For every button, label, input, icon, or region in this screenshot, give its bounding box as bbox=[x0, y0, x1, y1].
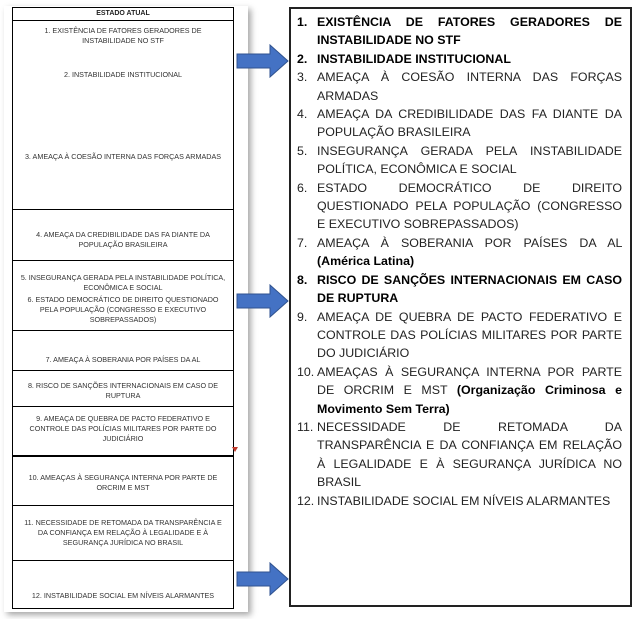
list-item-text: INSEGURANÇA GERADA PELA INSTABILIDADE POLÍTICA, ECONÔMICA E SOCIAL bbox=[317, 143, 622, 177]
list-item bbox=[297, 234, 622, 271]
list-item-text: INSTABILIDADE INSTITUCIONAL bbox=[317, 51, 511, 66]
row-divider bbox=[13, 370, 233, 371]
analysis-list-panel bbox=[289, 7, 632, 607]
table-row-9: 9. AMEAÇA DE QUEBRA DE PACTO FEDERATIVO E CONTROLE DAS POLÍCIAS MILITARES POR PARTE DO JUDICIÁRIO bbox=[29, 414, 217, 443]
table-row-1: 1. EXISTÊNCIA DE FATORES GERADORES DE INSTABILIDADE NO STF bbox=[44, 26, 202, 45]
row-divider bbox=[13, 455, 233, 457]
list-item bbox=[297, 492, 622, 510]
list-item-text: AMEAÇA À SOBERANIA POR PAÍSES DA AL bbox=[317, 235, 622, 250]
list-item-note: (América Latina) bbox=[317, 254, 415, 269]
list-item bbox=[297, 271, 622, 308]
list-item-text: INSTABILIDADE SOCIAL EM NÍVEIS ALARMANTES bbox=[317, 493, 611, 508]
list-item-number: 5. bbox=[297, 143, 308, 158]
list-item-text: ESTADO DEMOCRÁTICO DE DIREITO QUESTIONADO PELA POPULAÇÃO (CONGRESSO E EXECUTIVO SOBREPASSADOS) bbox=[317, 180, 622, 232]
list-item bbox=[297, 105, 622, 142]
row-divider bbox=[13, 260, 233, 261]
row-divider bbox=[13, 505, 233, 506]
table-row-12: 12. INSTABILIDADE SOCIAL EM NÍVEIS ALARMANTES bbox=[31, 591, 215, 600]
current-state-table bbox=[12, 7, 234, 609]
table-row-2: 2. INSTABILIDADE INSTITUCIONAL bbox=[63, 70, 183, 79]
cell-marker-icon bbox=[232, 447, 238, 452]
list-item-number: 2. bbox=[297, 51, 308, 66]
list-item bbox=[297, 308, 622, 363]
arrow-right-icon bbox=[236, 284, 290, 318]
list-item-number: 3. bbox=[297, 70, 308, 85]
list-item-text: RISCO DE SANÇÕES INTERNACIONAIS EM CASO DE RUPTURA bbox=[317, 272, 622, 306]
table-row-10: 10. AMEAÇAS À SEGURANÇA INTERNA POR PARTE DE ORCRIM E MST bbox=[28, 473, 218, 492]
table-row-8: 8. RISCO DE SANÇÕES INTERNACIONAIS EM CASO DE RUPTURA bbox=[27, 381, 219, 400]
arrow-right-icon bbox=[236, 562, 290, 596]
list-item bbox=[297, 50, 622, 68]
list-item-text: EXISTÊNCIA DE FATORES GERADORES DE INSTABILIDADE NO STF bbox=[317, 15, 622, 48]
table-row-3: 3. AMEAÇA À COESÃO INTERNA DAS FORÇAS ARMADAS bbox=[24, 152, 222, 161]
list-item-number: 4. bbox=[297, 107, 308, 122]
list-item-note: (Organização Criminosa e Movimento Sem Terra) bbox=[317, 383, 622, 416]
arrow-right-icon bbox=[236, 44, 290, 78]
list-item-number: 12. bbox=[297, 493, 315, 508]
table-row-4: 4. AMEAÇA DA CREDIBILIDADE DAS FA DIANTE DA POPULAÇÃO BRASILEIRA bbox=[36, 230, 210, 249]
row-divider bbox=[13, 209, 233, 210]
list-item bbox=[297, 363, 622, 418]
list-item bbox=[297, 418, 622, 492]
analysis-list bbox=[297, 13, 622, 510]
row-divider bbox=[13, 406, 233, 407]
list-item-number: 10. bbox=[297, 364, 315, 379]
list-item-text: AMEAÇAS À SEGURANÇA INTERNA POR PARTE DE ORCRIM E MST bbox=[317, 364, 622, 398]
list-item-text: AMEAÇA À COESÃO INTERNA DAS FORÇAS ARMADAS bbox=[317, 70, 622, 103]
table-row-6: 6. ESTADO DEMOCRÁTICO DE DIREITO QUESTIONADO PELA POPULAÇÃO (CONGRESSO E EXECUTIVO SOBREPASSADOS) bbox=[27, 295, 219, 324]
list-item-number: 1. bbox=[297, 15, 308, 29]
list-item-number: 9. bbox=[297, 309, 308, 324]
list-item-text: AMEAÇA DA CREDIBILIDADE DAS FA DIANTE DA POPULAÇÃO BRASILEIRA bbox=[317, 107, 622, 140]
table-row-5: 5. INSEGURANÇA GERADA PELA INSTABILIDADE POLÍTICA, ECONÔMICA E SOCIAL bbox=[20, 273, 226, 292]
list-item-text: NECESSIDADE DE RETOMADA DA TRANSPARÊNCIA E DA CONFIANÇA EM RELAÇÃO À LEGALIDADE E À SEGURANÇA JURÍDICA NO BRASIL bbox=[317, 419, 622, 490]
list-item bbox=[297, 13, 622, 50]
list-item bbox=[297, 68, 622, 105]
list-item-number: 8. bbox=[297, 272, 308, 287]
table-row-7: 7. AMEAÇA À SOBERANIA POR PAÍSES DA AL bbox=[45, 355, 201, 364]
list-item-number: 6. bbox=[297, 180, 308, 195]
list-item bbox=[297, 179, 622, 234]
list-item bbox=[297, 142, 622, 179]
list-item-number: 7. bbox=[297, 235, 308, 250]
list-item-text: AMEAÇA DE QUEBRA DE PACTO FEDERATIVO E CONTROLE DAS POLÍCIAS MILITARES POR PARTE DO JUDICIÁRIO bbox=[317, 309, 622, 361]
table-row-11: 11. NECESSIDADE DE RETOMADA DA TRANSPARÊNCIA E DA CONFIANÇA EM RELAÇÃO À LEGALIDADE E À SEGURANÇA JURÍDICA NO BRASIL bbox=[24, 518, 222, 547]
row-divider bbox=[13, 560, 233, 561]
row-divider bbox=[13, 330, 233, 331]
table-header: ESTADO ATUAL bbox=[13, 8, 233, 21]
list-item-number: 11. bbox=[297, 419, 314, 434]
